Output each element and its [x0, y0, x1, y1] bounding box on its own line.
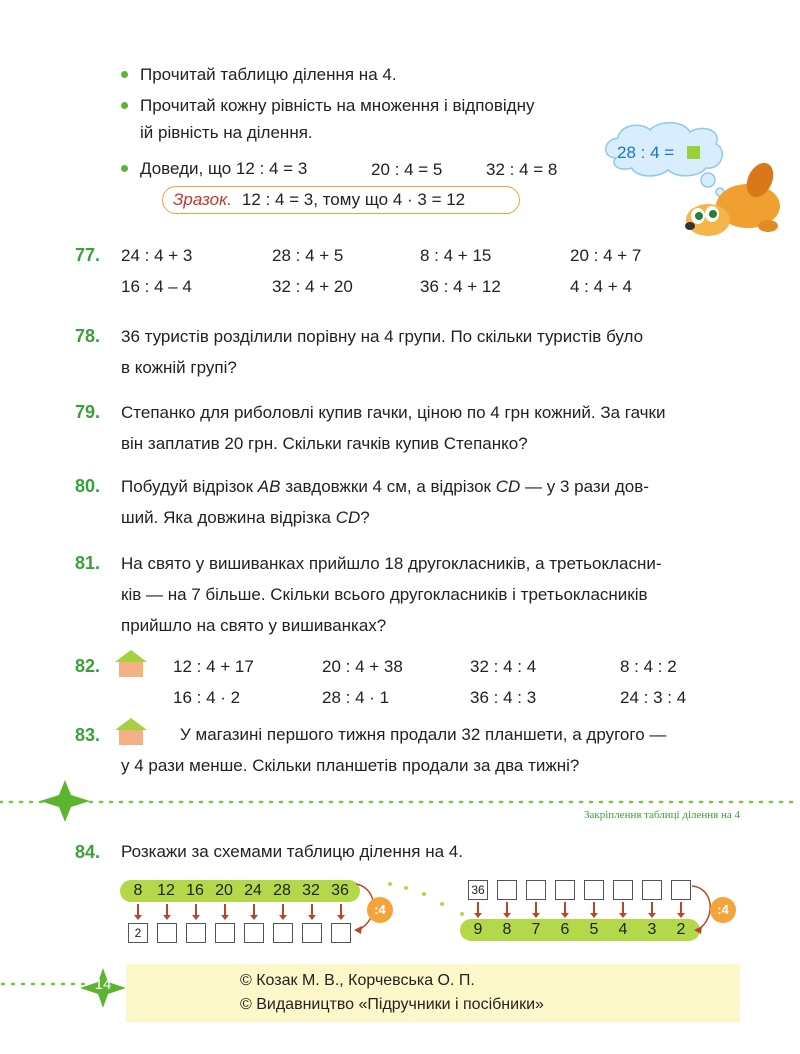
text-line: у 4 рази менше. Скільки планшетів продали за два тижні? [121, 756, 580, 775]
house-icon [114, 648, 148, 678]
text-line: Побудуй відрізок AB завдовжки 4 см, а відрізок CD — у 3 рази дов- [121, 477, 649, 496]
exercise-number: 79. [75, 402, 101, 422]
answer-square-icon [687, 146, 700, 159]
exercise-number: 77. [75, 245, 101, 265]
dog-cloud-illustration [598, 118, 788, 244]
quotient: 2 [676, 921, 686, 938]
expression: 24 : 3 : 4 [620, 688, 687, 707]
quotients-bar [460, 919, 700, 941]
expression: 28 : 4 + 5 [272, 246, 344, 265]
arrow-down-icon [282, 904, 284, 916]
expression: 36 : 4 : 3 [470, 688, 537, 707]
sample-label: Зразок. [173, 190, 232, 209]
quotient: 7 [531, 921, 541, 938]
text-line: 36 туристів розділили порівну на 4 групи. По скільки туристів було [121, 327, 644, 346]
star-decoration-icon [40, 780, 90, 822]
answer-box[interactable] [186, 923, 206, 943]
expression: 36 : 4 + 12 [420, 277, 501, 296]
dividend: 24 [244, 882, 262, 899]
answer-box[interactable] [526, 880, 546, 900]
arrow-down-icon [311, 904, 313, 916]
dividend: 20 [215, 882, 233, 899]
answer-box[interactable] [215, 923, 235, 943]
bullet-text: Прочитай кожну рівність на множення і відповідну [140, 96, 535, 115]
answer-box[interactable]: 36 [468, 880, 488, 900]
text-line: ший. Яка довжина відрізка CD? [121, 508, 370, 527]
section-title: Закріплення таблиці ділення на 4 [584, 809, 740, 821]
arrow-down-icon [224, 904, 226, 916]
expression: 20 : 4 + 38 [322, 657, 403, 676]
answer-box[interactable] [497, 880, 517, 900]
dividend: 32 [302, 882, 320, 899]
exercise-text [121, 321, 743, 383]
exercise-text [121, 471, 743, 533]
expression: 16 : 4 · 2 [173, 688, 241, 707]
answer-box[interactable] [584, 880, 604, 900]
arrow-down-icon [593, 902, 595, 914]
dividend: 12 [157, 882, 175, 899]
bullet-item [121, 62, 397, 88]
expression: 24 : 4 + 3 [121, 246, 193, 265]
copyright-footer [126, 964, 740, 1022]
arrow-down-icon [622, 902, 624, 914]
answer-box[interactable] [613, 880, 633, 900]
text-line: У магазині першого тижня продали 32 планшети, а другого — [180, 725, 667, 744]
arrow-down-icon [651, 902, 653, 914]
text-line: в кожній групі? [121, 358, 237, 377]
answer-box[interactable]: 2 [128, 923, 148, 943]
answer-box[interactable] [273, 923, 293, 943]
expression: 20 : 4 + 7 [570, 246, 642, 265]
dividends-bar [120, 880, 360, 902]
expression: 16 : 4 – 4 [121, 277, 192, 296]
bullet-continuation: ій рівність на ділення. [140, 123, 313, 142]
quotient: 5 [589, 921, 599, 938]
exercise-text [121, 548, 743, 641]
bullet-text: Доведи, що 12 : 4 = 3 [140, 159, 308, 178]
exercise-number: 84. [75, 842, 101, 862]
arrow-down-icon [195, 904, 197, 916]
dividend: 8 [133, 882, 143, 899]
answer-box[interactable] [331, 923, 351, 943]
arrow-down-icon [253, 904, 255, 916]
exercise-text [121, 397, 743, 459]
copyright-authors: © Козак М. В., Корчевська О. П. [240, 972, 475, 989]
divider-dots [0, 798, 800, 806]
expression: 8 : 4 + 15 [420, 246, 492, 265]
dividend: 36 [331, 882, 349, 899]
exercise-text: Розкажи за схемами таблицю ділення на 4. [121, 842, 463, 861]
text-line: прийшло на свято у вишиванках? [121, 616, 387, 635]
arrow-down-icon [680, 902, 682, 914]
answer-box[interactable] [157, 923, 177, 943]
quotient: 8 [502, 921, 512, 938]
house-icon [114, 716, 148, 746]
expression: 32 : 4 + 20 [272, 277, 353, 296]
answer-box[interactable] [244, 923, 264, 943]
bullet-text: Прочитай таблицю ділення на 4. [140, 65, 397, 84]
arrow-down-icon [506, 902, 508, 914]
text-line: він заплатив 20 грн. Скільки гачків купив Степанко? [121, 434, 528, 453]
dividend: 28 [273, 882, 291, 899]
arrow-down-icon [166, 904, 168, 916]
text-line: На свято у вишиванках прийшло 18 другокласників, а третьокласни- [121, 554, 662, 573]
sample-text: 12 : 4 = 3, тому що 4 · 3 = 12 [241, 190, 466, 209]
bullet-item [121, 93, 535, 119]
expression: 8 : 4 : 2 [620, 657, 677, 676]
sample-box [162, 186, 520, 214]
exercise-number: 80. [75, 476, 101, 496]
answer-box[interactable] [671, 880, 691, 900]
divide-operator: :4 [367, 897, 393, 923]
page-number: 14 [94, 976, 112, 993]
arrow-down-icon [535, 902, 537, 914]
arrow-down-icon [137, 904, 139, 916]
footer-dots [0, 980, 90, 988]
quotient: 3 [647, 921, 657, 938]
exercise-number: 81. [75, 553, 101, 573]
arrow-down-icon [340, 904, 342, 916]
expression: 32 : 4 : 4 [470, 657, 537, 676]
text-line: Степанко для риболовлі купив гачки, ціною по 4 грн кожний. За гачки [121, 403, 666, 422]
copyright-publisher: © Видавництво «Підручники і посібники» [240, 996, 544, 1013]
quotient: 6 [560, 921, 570, 938]
connector-dots [384, 880, 474, 920]
expression: 28 : 4 · 1 [322, 688, 390, 707]
quotient: 9 [473, 921, 483, 938]
prove-equation: 32 : 4 = 8 [486, 160, 558, 179]
expression: 4 : 4 + 4 [570, 277, 632, 296]
cloud-text: 28 : 4 = [617, 143, 675, 162]
bullet-item [121, 156, 307, 182]
expression: 12 : 4 + 17 [173, 657, 254, 676]
exercise-number: 78. [75, 326, 101, 346]
prove-equation: 20 : 4 = 5 [371, 160, 443, 179]
exercise-number: 82. [75, 656, 101, 676]
divide-operator: :4 [710, 897, 736, 923]
answer-box[interactable] [555, 880, 575, 900]
answer-box[interactable] [642, 880, 662, 900]
text-line: ків — на 7 більше. Скільки всього другокласників і третьокласників [121, 585, 648, 604]
arrow-down-icon [477, 902, 479, 914]
quotient: 4 [618, 921, 628, 938]
arrow-down-icon [564, 902, 566, 914]
exercise-number: 83. [75, 725, 101, 745]
answer-box[interactable] [302, 923, 322, 943]
dividend: 16 [186, 882, 204, 899]
